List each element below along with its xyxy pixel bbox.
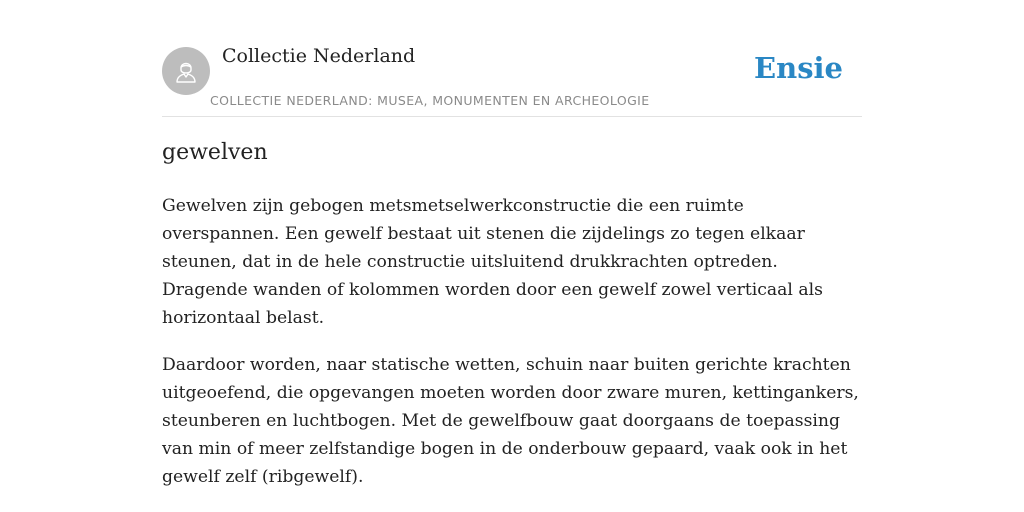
paragraph-1: Gewelven zijn gebogen metsmetselwerkconstructie die een ruimte overspannen. Een gewelf bestaat uit stenen die zijdelings zo tegen elkaar steunen, dat in de hele constructie uitsluitend drukkrachten optreden. Dragende wanden of kolommen worden door een gewelf zowel verticaal als horizontaal belast. (162, 196, 823, 328)
paragraph-2: Daardoor worden, naar statische wetten, schuin naar buiten gerichte krachten uitgeoefend, die opgevangen moeten worden door zware muren, kettingankers, steunberen en luchtbogen. Met de gewelfbouw gaat doorgaans de toepassing van min of meer zelfstandige bogen in de onderbouw gepaard, vaak ook in het gewelf zelf (ribgewelf). (162, 355, 859, 487)
brand-logo[interactable]: Ensie (754, 51, 843, 85)
page-title: gewelven (162, 140, 268, 165)
header (162, 0, 862, 117)
author-name[interactable]: Collectie Nederland (222, 45, 416, 67)
page-container (162, 0, 862, 487)
user-silhouette-icon (171, 56, 201, 86)
avatar[interactable] (162, 47, 210, 95)
article-body (162, 192, 862, 510)
source-subtitle[interactable]: COLLECTIE NEDERLAND: MUSEA, MONUMENTEN EN ARCHEOLOGIE (210, 93, 650, 108)
